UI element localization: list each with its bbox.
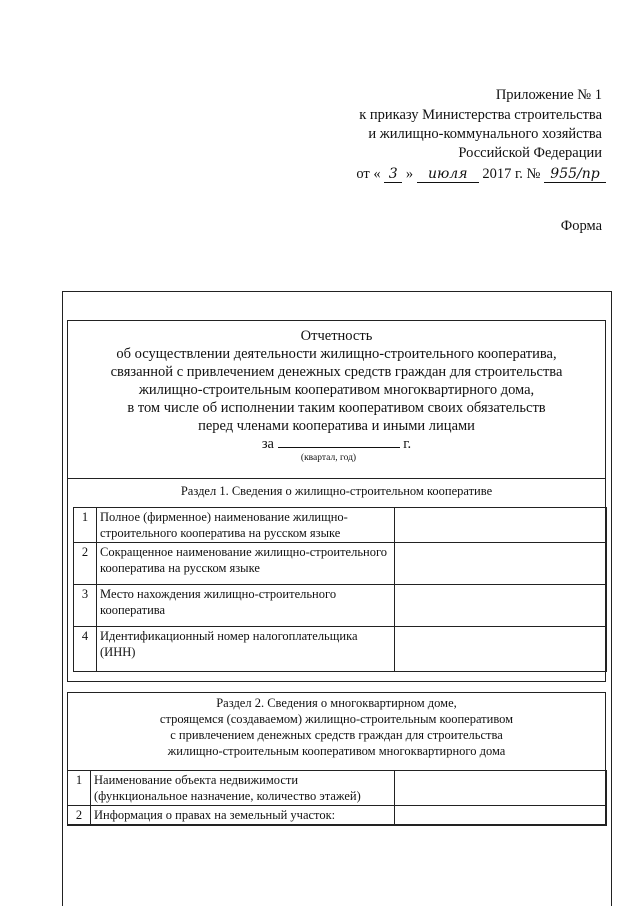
appendix-label: Приложение № 1 bbox=[495, 87, 602, 103]
row-label: Идентификационный номер налогоплательщика (ИНН) bbox=[97, 627, 395, 672]
date-prefix: от « bbox=[356, 166, 381, 182]
table-row bbox=[74, 543, 607, 585]
row-label: Полное (фирменное) наименование жилищно-строительного кооператива на русском языке bbox=[97, 508, 395, 543]
table-row bbox=[74, 627, 607, 672]
period-hint: (квартал, год) bbox=[300, 453, 357, 463]
table-row bbox=[68, 771, 607, 806]
row-number: 4 bbox=[74, 627, 97, 672]
report-line-4: в том числе об исполнении таким кооперативом своих обязательств bbox=[127, 400, 546, 416]
row-label: Информация о правах на земельный участок: bbox=[91, 806, 395, 826]
row-label: Место нахождения жилищно-строительного кооператива bbox=[97, 585, 395, 627]
row-value-field[interactable] bbox=[395, 627, 607, 672]
section1-title: Раздел 1. Сведения о жилищно-строительном кооперативе bbox=[180, 484, 493, 498]
section1-divider bbox=[67, 478, 606, 479]
order-number: 955/пр bbox=[544, 167, 606, 183]
section2-title: Раздел 2. Сведения о многоквартирном доме, строящемся (создаваемом) жилищно-строительным кооперативом с привлечением денежных средств граждан для строительства жилищно-строительным кооперативом многоквартирного дома bbox=[159, 696, 514, 758]
section1-table bbox=[73, 507, 607, 672]
order-date-line bbox=[356, 165, 606, 184]
table-row bbox=[74, 508, 607, 543]
form-label: Форма bbox=[560, 218, 602, 234]
table-row bbox=[74, 585, 607, 627]
date-mid: » bbox=[405, 166, 414, 182]
date-year: 2017 г. № bbox=[482, 166, 541, 182]
order-line-3: Российской Федерации bbox=[458, 145, 602, 161]
report-line-5: перед членами кооператива и иными лицами bbox=[198, 418, 475, 434]
row-value-field[interactable] bbox=[395, 806, 607, 826]
section2-table bbox=[67, 770, 607, 826]
row-value-field[interactable] bbox=[395, 585, 607, 627]
report-period: за г. bbox=[261, 436, 412, 452]
order-line-2: и жилищно-коммунального хозяйства bbox=[368, 126, 602, 142]
order-line-1: к приказу Министерства строительства bbox=[359, 107, 602, 123]
row-number: 2 bbox=[74, 543, 97, 585]
date-month: июля bbox=[417, 167, 479, 183]
row-number: 1 bbox=[68, 771, 91, 806]
row-value-field[interactable] bbox=[395, 771, 607, 806]
report-line-3: жилищно-строительным кооперативом многоквартирного дома, bbox=[138, 382, 535, 398]
row-value-field[interactable] bbox=[395, 508, 607, 543]
report-title-block bbox=[67, 327, 606, 464]
row-number: 1 bbox=[74, 508, 97, 543]
report-title: Отчетность bbox=[300, 328, 373, 344]
report-line-2: связанной с привлечением денежных средств граждан для строительства bbox=[110, 364, 563, 380]
period-field[interactable] bbox=[278, 447, 400, 448]
row-label: Наименование объекта недвижимости (функциональное назначение, количество этажей) bbox=[91, 771, 395, 806]
row-number: 2 bbox=[68, 806, 91, 826]
table-row bbox=[68, 806, 607, 826]
row-value-field[interactable] bbox=[395, 543, 607, 585]
report-line-1: об осуществлении деятельности жилищно-строительного кооператива, bbox=[116, 346, 557, 362]
row-number: 3 bbox=[74, 585, 97, 627]
row-label: Сокращенное наименование жилищно-строительного кооператива на русском языке bbox=[97, 543, 395, 585]
date-day: 3 bbox=[384, 167, 402, 183]
